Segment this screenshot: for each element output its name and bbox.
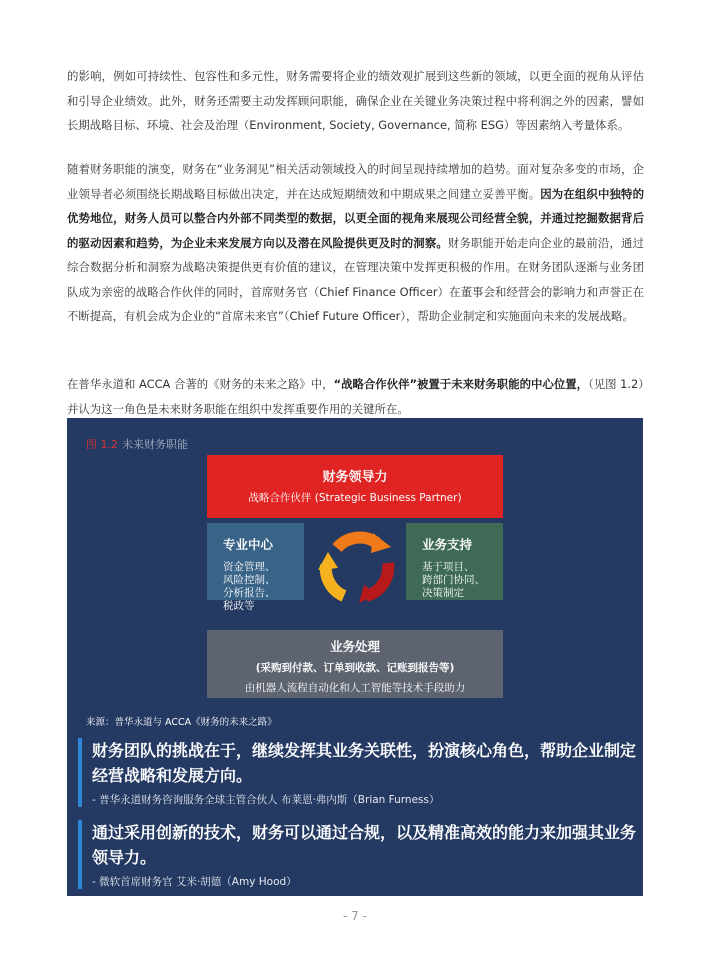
- future-finance-figure: [67, 418, 643, 896]
- quote-attribution: - 微软首席财务官 艾米·胡德（Amy Hood）: [92, 876, 297, 888]
- paragraph-text: 在普华永道和 ACCA 合著的《财务的未来之路》中，: [67, 377, 334, 391]
- business-processing-scope: (采购到付款、订单到收款、记账到报告等): [255, 662, 455, 674]
- quote-attribution: - 普华永道财务咨询服务全球主管合伙人 布莱恩·弗内斯（Brian Furness）: [92, 794, 440, 806]
- paragraph-text: 随着财务职能的演变，财务在“业务洞见”相关活动领域投入的时间呈现持续增加的趋势。面对复杂多变的市场，企业领导者必须围绕长期战略目标做出决定，并在达成短期绩效和中期成果之间建立妥善平衡。: [67, 162, 644, 201]
- figure-number: 图 1.2: [86, 438, 118, 451]
- center-of-excellence-desc: [223, 561, 276, 613]
- finance-leadership-title: 财务领导力: [322, 470, 388, 485]
- bold-statement: 因为在组织中独特的优势地位，财务人员可以整合内外部不同类型的数据，以更全面的视角来展现公司经营全貌，并通过挖掘数据背后的驱动因素和趋势，为企业未来发展方向以及潜在风险提供更及时的洞察。: [67, 186, 644, 250]
- paragraph-text: （见图 1.2）并认为这一角色是未来财务职能在组织中发挥重要作用的关键所在。: [67, 377, 644, 416]
- quote-block: [78, 738, 642, 807]
- business-processing-tech: 由机器人流程自动化和人工智能等技术手段助力: [244, 682, 466, 694]
- page-number: - 7 -: [343, 909, 367, 923]
- figure-title: 未来财务职能: [122, 438, 188, 451]
- paragraph-text: 的影响，例如可持续性、包容性和多元性，财务需要将企业的绩效观扩展到这些新的领域，以更全面的视角从评估和引导企业绩效。此外，财务还需要主动发挥顾问职能，确保企业在关键业务决策过程中将利润之外的因素，譬如长期战略目标、环境、社会及治理（Environment, Society, Governance, 简称 ESG）等因素纳入考量体系。: [67, 69, 644, 132]
- finance-leadership-subtitle: 战略合作伙伴 (Strategic Business Partner): [248, 492, 462, 504]
- center-of-excellence-title: 专业中心: [223, 537, 274, 552]
- bold-statement: “战略合作伙伴”被置于未来财务职能的中心位置，: [333, 377, 589, 391]
- desc-line: 资金管理、: [223, 561, 276, 573]
- business-support-box: [406, 523, 503, 600]
- desc-line: 风险控制、: [223, 574, 276, 586]
- figure-source: 来源：普华永道与 ACCA《财务的未来之路》: [86, 717, 277, 728]
- paragraph-business-insight: [67, 157, 644, 329]
- quote-block: [78, 820, 642, 889]
- desc-line: 跨部门协同、: [422, 574, 485, 586]
- desc-line: 基于项目、: [422, 561, 475, 573]
- center-of-excellence-box: [207, 523, 304, 612]
- desc-line: 分析报告、: [223, 587, 276, 599]
- business-support-title: 业务支持: [422, 537, 473, 552]
- desc-line: 税政等: [223, 600, 255, 612]
- figure-caption: [86, 436, 188, 452]
- paragraph-text: 财务职能开始走向企业的最前沿，通过综合数据分析和洞察为战略决策提供更有价值的建议，在管理决策中发挥更积极的作用。在财务团队逐渐与业务团队成为亲密的战略合作伙伴的同时，首席财务官（Chief Finance Officer）在董事会和经营会的影响力和声誉正在不断提高，有机会成为企业的“首席未来官”（Chief Future Officer），帮助企业制定和实施面向未来的发展战略。: [67, 235, 644, 323]
- desc-line: 决策制定: [422, 587, 464, 599]
- quote-text: 通过采用创新的技术，财务可以通过合规，以及精准高效的能力来加强其业务领导力。: [92, 823, 637, 867]
- business-support-desc: [422, 561, 485, 600]
- paragraph-esg: [67, 64, 644, 138]
- finance-leadership-box: [207, 455, 503, 518]
- cycle-arrows-icon: [311, 528, 401, 608]
- business-processing-box: [207, 630, 503, 698]
- quote-text: 财务团队的挑战在于，继续发挥其业务关联性，扮演核心角色，帮助企业制定经营战略和发展方向。: [92, 741, 637, 785]
- business-processing-title: 业务处理: [329, 639, 380, 654]
- paragraph-strategic-partner: [67, 372, 644, 421]
